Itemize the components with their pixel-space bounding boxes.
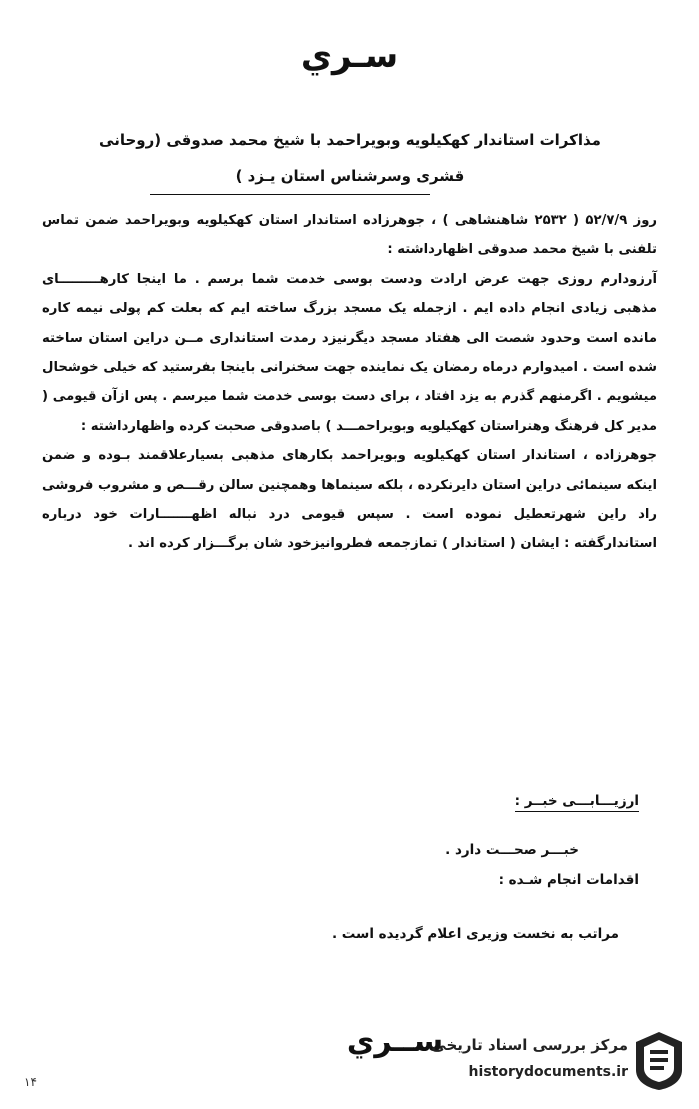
document-title (60, 122, 640, 194)
assessment-label: ارزيـــابـــی خبــر : (515, 793, 639, 812)
actions-label: اقدامات انجام شـده : (498, 872, 639, 888)
title-line-1: مذاكرات استاندار کهکيلويه وبويراحمد با شيخ محمد صدوقی (روحانی (99, 131, 601, 149)
archive-logo-icon (632, 1030, 686, 1092)
watermark-text-fa: مرکز بررسی اسناد تاریخی (431, 1036, 628, 1054)
title-underline (150, 194, 430, 195)
classification-footer: ســري (346, 1024, 444, 1059)
title-line-2: قشری وسرشناس استان يـزد ) (235, 167, 465, 185)
body-paragraph-3: جوهرزاده ، استاندار استان کهکيلويه وبويراحمد بکارهای مذهبی بسيارعلاقمند بـوده و ضمن اينکه سينمائی دراين استان دايرنکرده ، بلکه سينماها وهمچنين سالن رقـــص و مشروب فروشی راد راين شهرتعطيل نموده است . سپس قيومی درد نباله اظهـــــــارات خود درباره استاندارگفته : ايشان ( استاندار ) تمازجمعه فطروانيزخود شان برگـــزار کرده اند . (42, 448, 657, 552)
body-paragraph-1: روز ۵۲/۷/۹ ( ۲۵۳۲ شاهنشاهی ) ، جوهرزاده استاندار استان کهکيلويه وبويراحمد ضمن تماس تلفنی با شيخ محمد صدوقی اظهارداشته : (42, 213, 657, 258)
classification-header: سـري (300, 36, 399, 76)
page-number: ۱۴ (24, 1075, 37, 1089)
watermark (420, 1030, 690, 1100)
body-paragraph-2: آرزودارم روزی جهت عرض ارادت ودست بوسی خدمت شما برسم . ما اينجا کارهـــــــــای مذهبی زيادی انجام داده ايم . ازجمله يک مسجد بزرگ ساخته ايم که بعلت کم پولی نيمه کاره مانده است وحدود شصت الی هفتاد مسجد ديگرنيزد رمدت استانداری مــن دراين استان ساخته شده است . اميدوارم درماه رمضان يک نماينده جهت سخنرانی باينجا بفرستيد که خيلی خوشحال ميشويم . اگرمنهم گذرم به يزد افتاد ، برای دست بوسی خدمت شما ميرسم . پس ازآن قيومی ( مدير کل فرهنگ وهنراستان کهکيلويه وبويراحمـــد ) باصدوقی صحبت کرده واظهارداشته : (42, 271, 657, 434)
actions-value: مراتب به نخست وزيری اعلام گرديده است . (331, 926, 619, 942)
watermark-text-en: historydocuments.ir (468, 1064, 628, 1080)
document-body (42, 206, 657, 559)
assessment-value: خبـــر صحـــت دارد . (445, 842, 579, 858)
